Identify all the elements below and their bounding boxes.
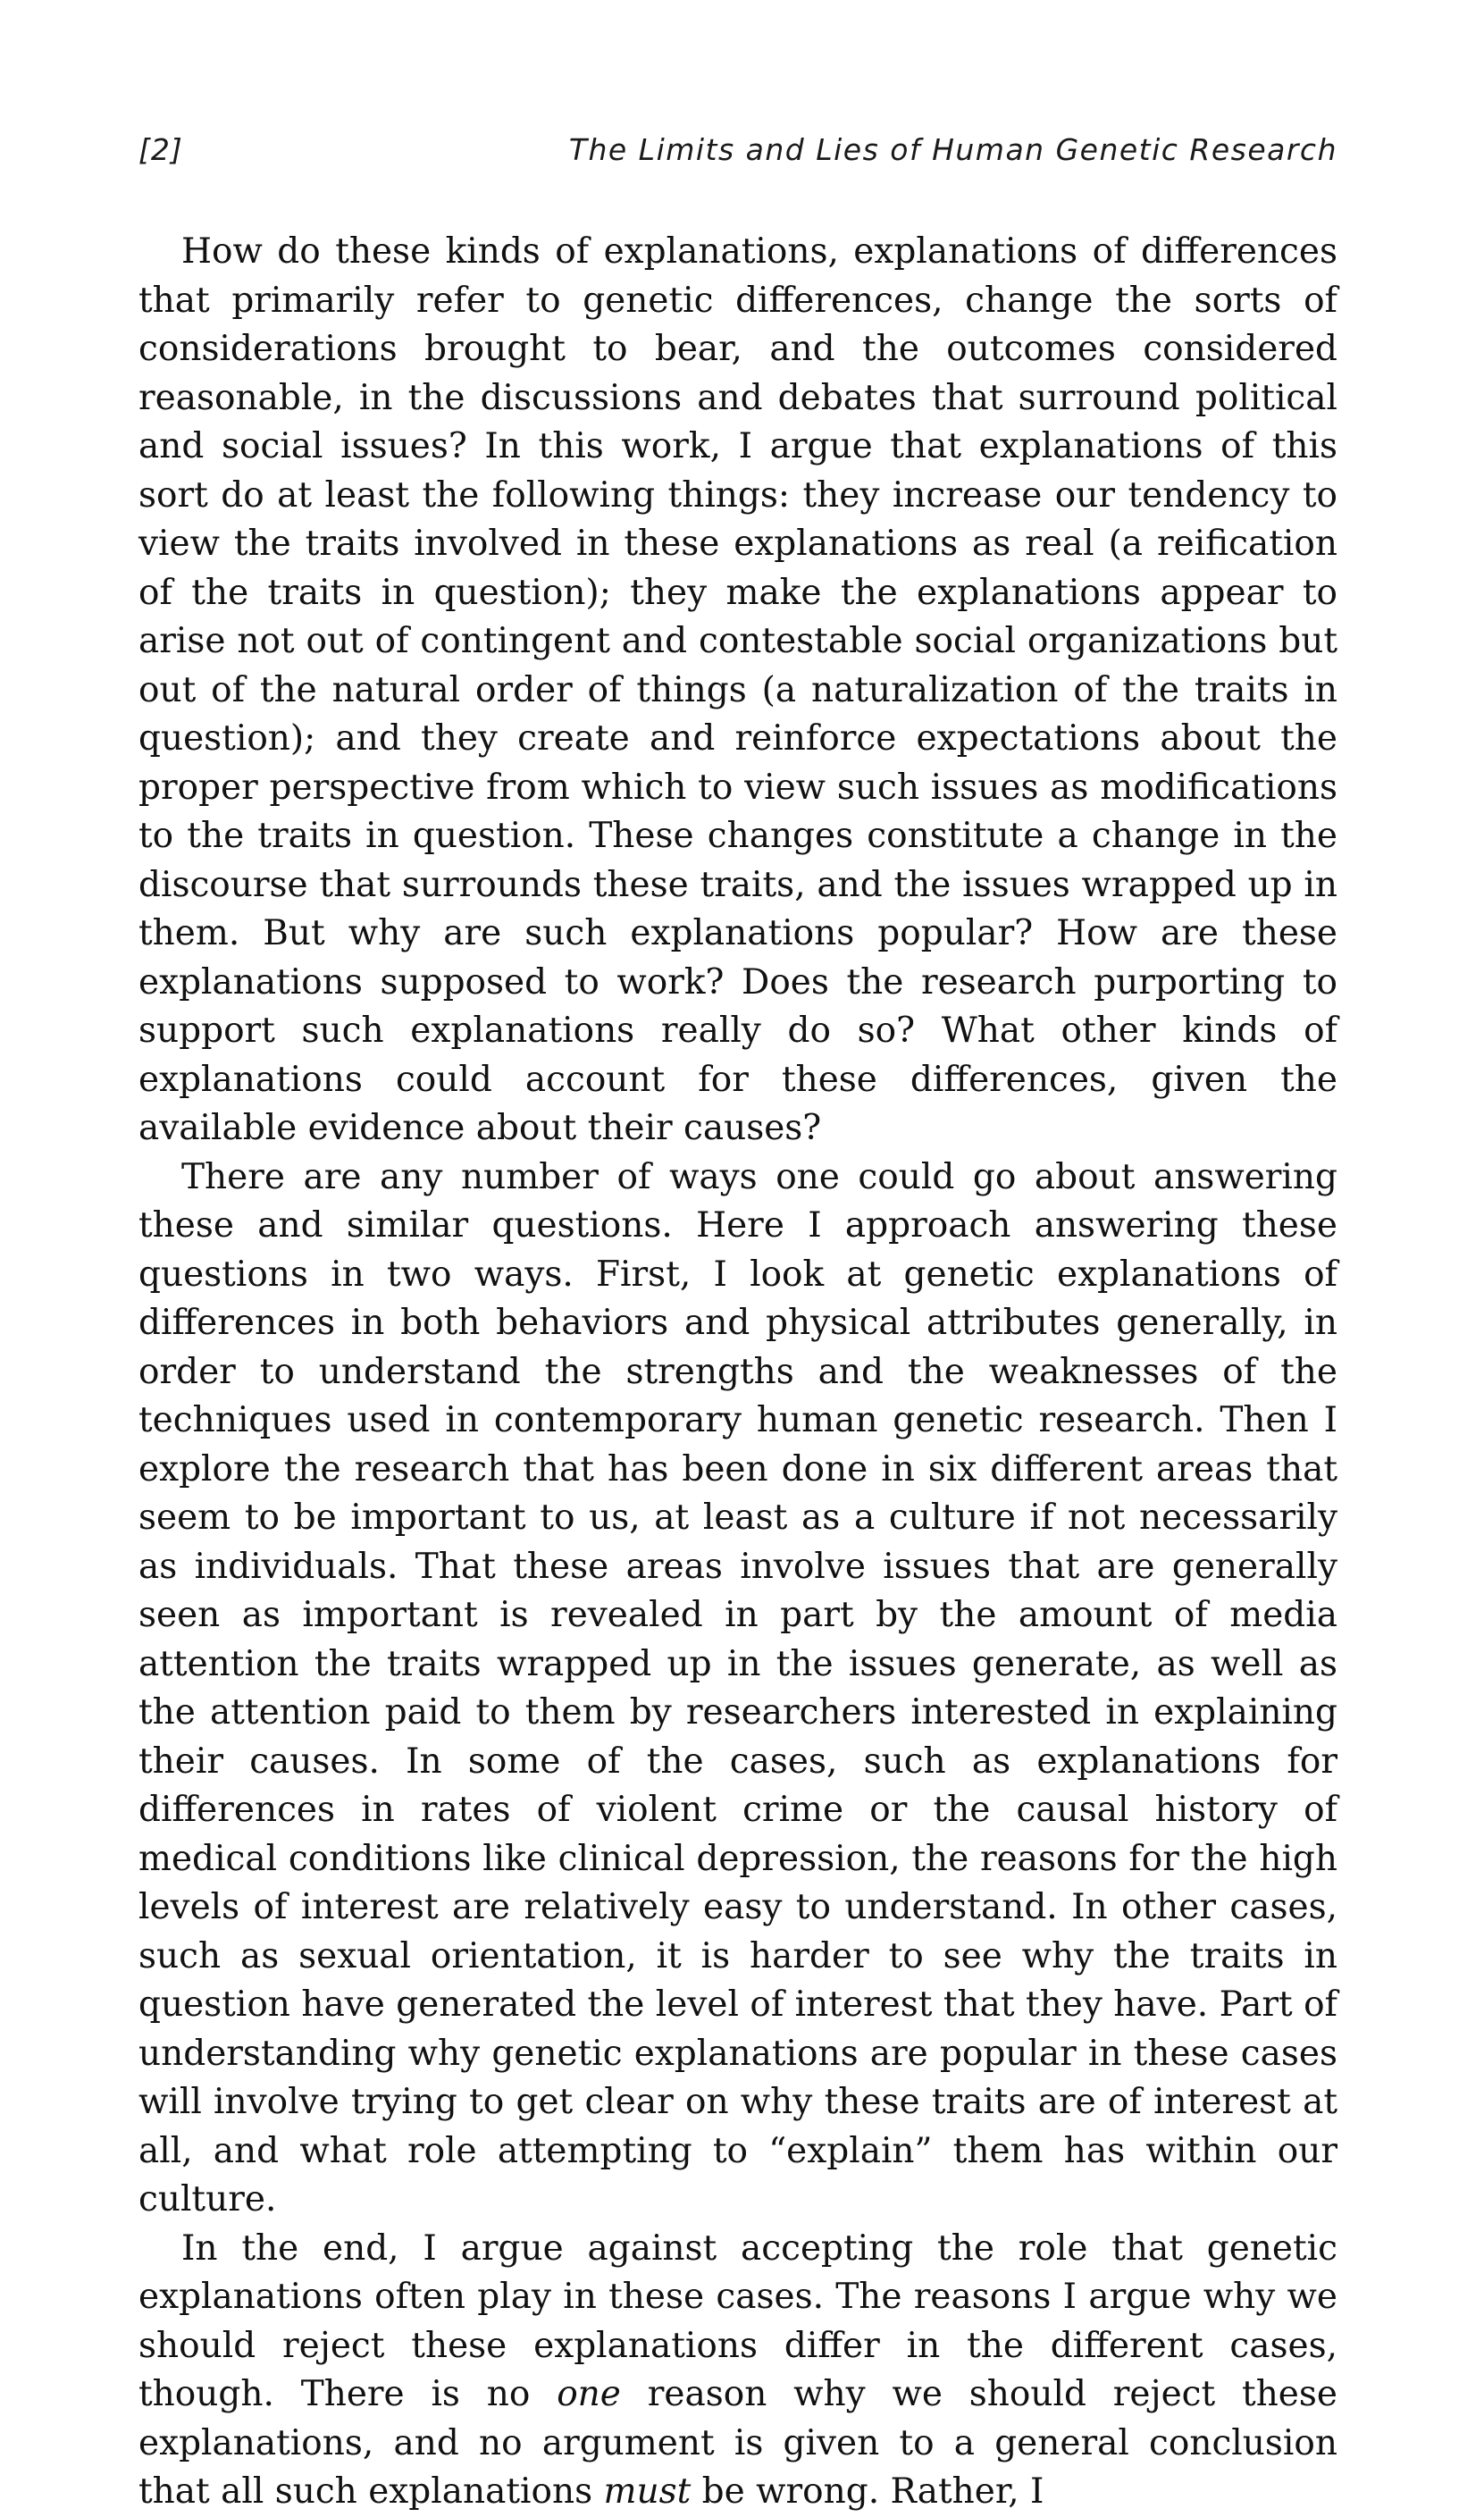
paragraph-3-text-c: be wrong. Rather, I xyxy=(691,2471,1044,2512)
running-head xyxy=(138,132,1337,177)
paragraph-3-text-a: In the end, I argue against accepting the role that genetic explanations often play in these cases. The reasons I argue why we should reject these explanations differ in the different cases, though. There is no xyxy=(138,2228,1337,2414)
paragraph-1: How do these kinds of explanations, explanations of differences that primarily refer to genetic differences, change the sorts of considerations brought to bear, and the outcomes considered reasonable, in the discussions and debates that surround political and social issues? In this work, I argue that explanations of this sort do at least the following things: they increase our tendency to view the traits involved in these explanations as real (a reification of the traits in question); they make the explanations appear to arise not out of contingent and contestable social organizations but out of the natural order of things (a naturalization of the traits in question); and they create and reinforce expectations about the proper perspective from which to view such issues as modifications to the traits in question. These changes constitute a change in the discourse that surrounds these traits, and the issues wrapped up in them. But why are such explanations popular? How are these explanations supposed to work? Does the research purporting to support such explanations really do so? What other kinds of explanations could account for these differences, given the available evidence about their causes? xyxy=(138,231,1337,1148)
paragraph-3 xyxy=(138,2225,1337,2517)
body-text xyxy=(138,228,1337,2517)
emphasis-must: must xyxy=(603,2471,692,2512)
page-number: [2] xyxy=(138,132,183,167)
running-title: The Limits and Lies of Human Genetic Research xyxy=(568,132,1337,167)
paragraph-2: There are any number of ways one could go about answering these and similar questions. Here I approach answering these questions in two ways. First, I look at genetic explanations of differences in both behaviors and physical attributes generally, in order to understand the strengths and the weaknesses of the techniques used in contemporary human genetic research. Then I explore the research that has been done in six different areas that seem to be important to us, at least as a culture if not necessarily as individuals. That these areas involve issues that are generally seen as important is revealed in part by the amount of media attention the traits wrapped up in the issues generate, as well as the attention paid to them by researchers interested in explaining their causes. In some of the cases, such as explanations for differences in rates of violent crime or the causal history of medical conditions like clinical depression, the reasons for the high levels of interest are relatively easy to understand. In other cases, such as sexual orientation, it is harder to see why the traits in question have generated the level of interest that they have. Part of understanding why genetic explanations are popular in these cases will involve trying to get clear on why these traits are of interest at all, and what role attempting to “explain” them has within our culture. xyxy=(138,1156,1337,2219)
paragraph-3-text-b: reason why we should reject these explanations, and no argument is given to a general conclusion that all such explanations xyxy=(138,2374,1337,2512)
emphasis-one: one xyxy=(557,2374,621,2414)
